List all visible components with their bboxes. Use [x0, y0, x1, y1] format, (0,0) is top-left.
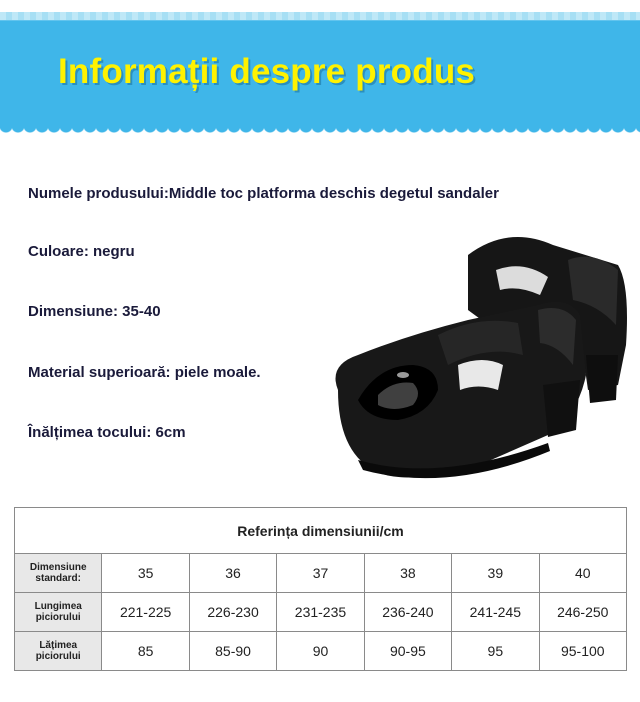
header-banner	[0, 12, 640, 140]
product-size: Dimensiune: 35-40	[28, 303, 161, 320]
table-cell: 36	[189, 554, 276, 593]
row-header-line: piciorului	[35, 612, 81, 623]
table-cell: 85	[102, 632, 189, 671]
size-table-caption: Referința dimensiunii/cm	[15, 508, 627, 554]
table-cell: 35	[102, 554, 189, 593]
table-cell: 246-250	[539, 593, 626, 632]
table-cell: 241-245	[452, 593, 539, 632]
banner-scalloped-edge	[0, 128, 640, 140]
row-header-foot-width	[15, 632, 102, 671]
table-cell: 90-95	[364, 632, 451, 671]
table-cell: 38	[364, 554, 451, 593]
size-reference-table	[14, 507, 627, 671]
table-cell: 236-240	[364, 593, 451, 632]
row-header-line: Dimensiune	[29, 562, 87, 573]
table-cell: 226-230	[189, 593, 276, 632]
row-header-line: piciorului	[35, 651, 81, 662]
table-cell: 231-235	[277, 593, 364, 632]
row-header-standard-size	[15, 554, 102, 593]
table-cell: 37	[277, 554, 364, 593]
front-shoe	[336, 302, 587, 478]
table-cell: 95-100	[539, 632, 626, 671]
product-material: Material superioară: piele moale.	[28, 364, 261, 381]
product-heel-height: Înălțimea tocului: 6cm	[28, 424, 186, 441]
sandal-pair-illustration	[318, 215, 636, 490]
table-row	[15, 554, 627, 593]
page-title: Informații despre produs	[58, 52, 476, 91]
table-cell: 85-90	[189, 632, 276, 671]
row-header-line: standard:	[35, 573, 81, 584]
product-color: Culoare: negru	[28, 243, 135, 260]
product-name: Numele produsului:Middle toc platforma deschis degetul sandaler	[28, 185, 499, 202]
table-row	[15, 632, 627, 671]
table-cell: 90	[277, 632, 364, 671]
table-row	[15, 593, 627, 632]
row-header-line: Lățimea	[39, 640, 78, 651]
row-header-line: Lungimea	[34, 601, 82, 612]
product-image	[318, 215, 636, 490]
table-cell: 95	[452, 632, 539, 671]
row-header-foot-length	[15, 593, 102, 632]
table-cell: 221-225	[102, 593, 189, 632]
table-cell: 39	[452, 554, 539, 593]
table-cell: 40	[539, 554, 626, 593]
